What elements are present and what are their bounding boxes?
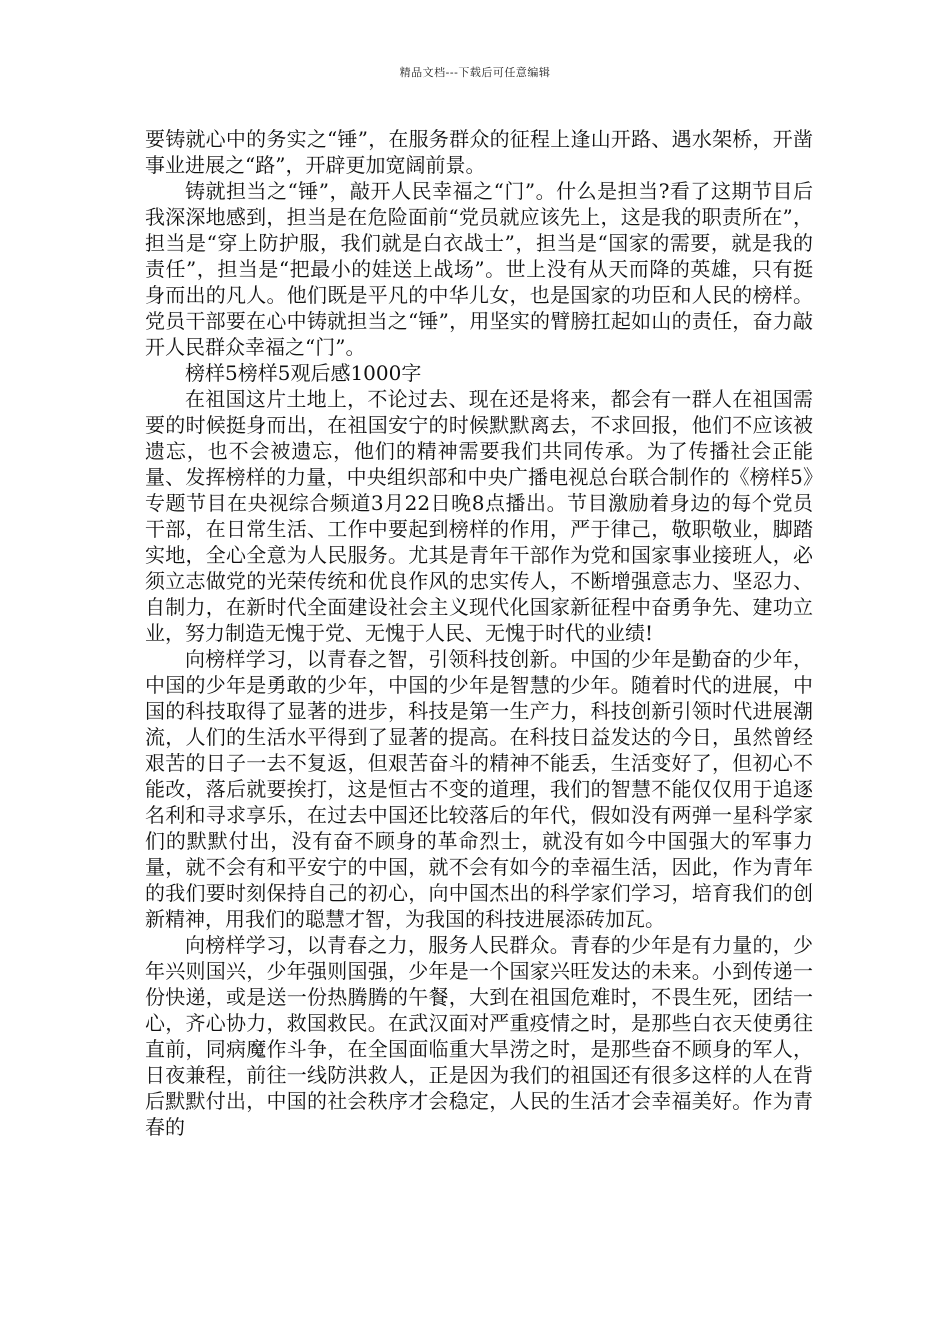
paragraph: 向榜样学习，以青春之力，服务人民群众。青春的少年是有力量的，少年兴则国兴，少年强则国强，少年是一个国家兴旺发达的未来。小到传递一份快递，或是送一份热腾腾的午餐，大到在祖国危难时，不畏生死，团结一心，齐心协力，救国救民。在武汉面对严重疫情之时，是那些白衣天使勇往直前，同病魔作斗争，在全国面临重大旱涝之时，是那些奋不顾身的军人，日夜兼程，前往一线防洪救人，正是因为我们的祖国还有很多这样的人在背后默默付出，中国的社会秩序才会稳定，人民的生活才会幸福美好。作为青春的 bbox=[145, 933, 813, 1139]
paragraph: 铸就担当之“锤”，敲开人民幸福之“门”。什么是担当?看了这期节目后我深深地感到，担当是在危险面前“党员就应该先上，这是我的职责所在”，担当是“穿上防护服，我们就是白衣战士”，担当是“国家的需要，就是我的责任”，担当是“把最小的娃送上战场”。世上没有从天而降的英雄，只有挺身而出的凡人。他们既是平凡的中华儿女，也是国家的功臣和人民的榜样。党员干部要在心中铸就担当之“锤”，用坚实的臂膀扛起如山的责任，奋力敲开人民群众幸福之“门”。 bbox=[145, 179, 813, 359]
paragraph: 在祖国这片土地上，不论过去、现在还是将来，都会有一群人在祖国需要的时候挺身而出，在祖国安宁的时候默默离去，不求回报，他们不应该被遗忘，也不会被遗忘，他们的精神需要我们共同传承。为了传播社会正能量、发挥榜样的力量，中央组织部和中央广播电视总台联合制作的《榜样5》专题节目在央视综合频道3月22日晚8点播出。节目激励着身边的每个党员干部，在日常生活、工作中要起到榜样的作用，严于律己，敬职敬业，脚踏实地，全心全意为人民服务。尤其是青年干部作为党和国家事业接班人，必须立志做党的光荣传统和优良作风的忠实传人，不断增强意志力、坚忍力、自制力，在新时代全面建设社会主义现代化国家新征程中奋勇争先、建功立业，努力制造无愧于党、无愧于人民、无愧于时代的业绩! bbox=[145, 387, 813, 645]
page-header: 精品文档---下载后可任意编辑 bbox=[399, 66, 551, 79]
paragraph: 向榜样学习，以青春之智，引领科技创新。中国的少年是勤奋的少年，中国的少年是勇敢的少年，中国的少年是智慧的少年。随着时代的进展，中国的科技取得了显著的进步，科技是第一生产力，科技创新引领时代进展潮流，人们的生活水平得到了显著的提高。在科技日益发达的今日，虽然曾经艰苦的日子一去不复返，但艰苦奋斗的精神不能丢，生活变好了，但初心不能改，落后就要挨打，这是恒古不变的道理，我们的智慧不能仅仅用于追逐名利和寻求享乐，在过去中国还比较落后的年代，假如没有两弹一星科学家们的默默付出，没有奋不顾身的革命烈士，就没有如今中国强大的军事力量，就不会有和平安宁的中国，就不会有如今的幸福生活，因此，作为青年的我们要时刻保持自己的初心，向中国杰出的科学家们学习，培育我们的创新精神，用我们的聪慧才智，为我国的科技进展添砖加瓦。 bbox=[145, 647, 813, 931]
document-body bbox=[145, 126, 813, 1140]
paragraph: 要铸就心中的务实之“锤”，在服务群众的征程上逢山开路、遇水架桥，开凿事业进展之“路”，开辟更加宽阔前景。 bbox=[145, 127, 813, 177]
section-heading: 榜样5榜样5观后感1000字 bbox=[185, 361, 422, 385]
